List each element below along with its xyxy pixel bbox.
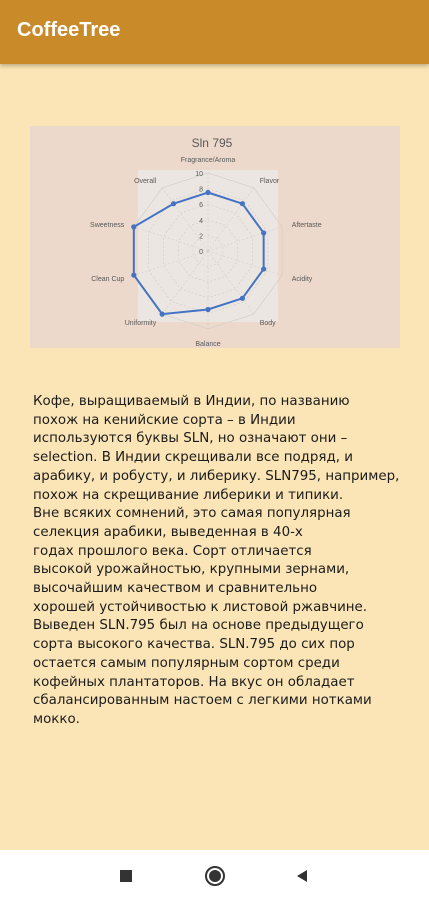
data-point <box>131 273 136 278</box>
app-title: CoffeeTree <box>17 19 121 41</box>
data-point <box>205 190 210 195</box>
back-triangle-icon[interactable] <box>290 864 314 888</box>
category-label: Body <box>259 320 276 328</box>
radar-chart <box>30 126 400 348</box>
data-point <box>131 224 136 229</box>
category-label: Balance <box>195 341 221 348</box>
category-label: Acidity <box>291 276 313 284</box>
category-label: Fragrance/Aroma <box>180 157 236 164</box>
category-label: Overall <box>134 177 157 185</box>
data-point <box>261 266 266 271</box>
r-tick-label: 10 <box>195 171 203 178</box>
recents-square-icon[interactable] <box>114 864 138 888</box>
data-point <box>261 230 266 235</box>
data-point <box>205 307 210 312</box>
r-tick-label: 4 <box>199 217 203 225</box>
category-label: Flavor <box>259 177 280 185</box>
r-tick-label: 6 <box>199 202 203 210</box>
category-label: Uniformity <box>124 320 157 328</box>
system-navigation-bar <box>0 850 429 900</box>
home-circle-icon[interactable] <box>203 864 227 888</box>
category-label: Aftertaste <box>291 221 322 229</box>
data-point <box>240 201 245 206</box>
app-bar <box>0 0 429 64</box>
r-tick-label: 2 <box>199 233 203 241</box>
r-tick-label: 8 <box>199 186 203 194</box>
coffee-description: Кофе, выращиваемый в Индии, по названию похож на кенийские сорта – в Индии используются буквы SLN, но означают они – selection. В Индии скрещивали все подряд, и арабику, и робусту, и либерику. SLN795, например, похож на скрещивание либерики и типики. Вне всяких сомнений, это самая популярная селекция арабики, выведенная в 40-х годах прошлого века. Сорт отличается высокой урожайностью, крупными зернами, высочайшим качеством и сравнительно хорошей устойчивостью к листовой ржавчине. Выведен SLN.795 был на основе предыдущего сорта высокого качества. SLN.795 до сих пор остается самым популярным сортом среди кофейных плантаторов. На вкус он обладает сбалансированным настоем с легкими нотками мокко. <box>33 394 400 727</box>
data-point <box>171 201 176 206</box>
chart-title: Sln 795 <box>191 136 233 150</box>
r-tick-label: 0 <box>199 249 203 256</box>
data-point <box>240 296 245 301</box>
data-point <box>160 312 165 317</box>
radar-chart-card <box>30 126 400 348</box>
category-label: Sweetness <box>90 221 125 229</box>
category-label: Clean Cup <box>91 276 125 284</box>
